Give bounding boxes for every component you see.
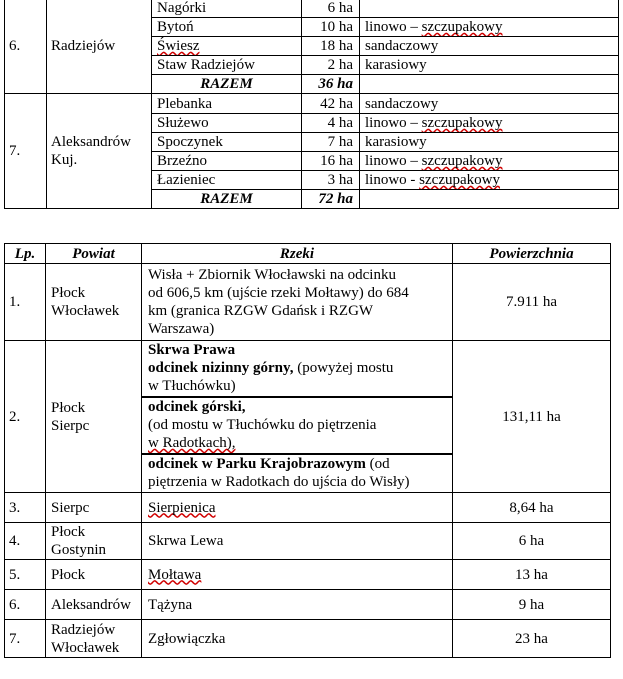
- lp-cell: 7.: [5, 620, 46, 658]
- powiat-cell: [46, 620, 142, 658]
- fishery-type: [360, 18, 619, 37]
- fishery-area: 2 ha: [302, 56, 360, 75]
- powiat-line: Płock: [51, 285, 86, 301]
- area-cell: 7.911 ha: [453, 264, 611, 341]
- powiat-line: Aleksandrów: [51, 134, 131, 150]
- fishery-name: Plebanka: [152, 94, 302, 114]
- powiat-line: Gostynin: [51, 542, 107, 558]
- river-text: Mołtawa: [148, 566, 202, 583]
- area-cell: 9 ha: [453, 590, 611, 620]
- powiat-cell: Płock: [46, 560, 142, 590]
- lp-cell: 7.: [5, 94, 47, 209]
- area-cell: 131,11 ha: [453, 341, 611, 493]
- header-row: [5, 244, 611, 264]
- river-cell: [142, 397, 453, 454]
- rivers-table: [4, 243, 611, 658]
- powiat-line: Włocławek: [51, 639, 120, 656]
- river-line: (od mostu w Tłuchówku do piętrzenia: [148, 417, 377, 433]
- type-text: linowo – szczupakowy: [365, 19, 503, 35]
- table-row: [5, 0, 619, 18]
- river-line: km (granica RZGW Gdańsk i RZGW: [148, 303, 374, 319]
- header-lp: Lp.: [5, 244, 46, 264]
- fishery-name: Nagórki: [152, 0, 302, 18]
- lp-cell: 1.: [5, 264, 46, 341]
- river-text: (od: [365, 456, 390, 473]
- fishery-area: 6 ha: [302, 0, 360, 18]
- misspelled-word: szczupakowy: [419, 172, 500, 188]
- river-cell: Zgłowiączka: [142, 620, 453, 658]
- river-bold: odcinek w Parku Krajobrazowym: [148, 456, 366, 473]
- total-value: 36 ha: [302, 75, 360, 94]
- river-line: Warszawa): [148, 321, 215, 337]
- powiat-cell: Radziejów: [47, 0, 152, 94]
- powiat-cell: [46, 264, 142, 341]
- table-row: [5, 493, 611, 523]
- river-line: [148, 455, 447, 473]
- lp-cell: 2.: [5, 341, 46, 493]
- fishery-area: 16 ha: [302, 152, 360, 171]
- misspelled-word: szczupakowy: [421, 115, 503, 131]
- river-line: w Tłuchówku): [148, 378, 236, 395]
- fishery-area: 3 ha: [302, 171, 360, 190]
- misspelled-word: szczupakowy: [421, 19, 503, 35]
- lp-cell: 4.: [5, 523, 46, 560]
- powiat-cell: [46, 341, 142, 493]
- powiat-line: Płock: [51, 399, 86, 416]
- fishery-area: 42 ha: [302, 94, 360, 114]
- lp-cell: 6.: [5, 590, 46, 620]
- powiat-line: Płock: [51, 524, 86, 540]
- table-row: [5, 620, 611, 658]
- table-row: [5, 560, 611, 590]
- total-label: RAZEM: [152, 75, 302, 94]
- table-row: [5, 264, 611, 341]
- table-row: [5, 523, 611, 560]
- fishery-type: linowo - szczupakowy: [360, 171, 619, 190]
- river-line: od 606,5 km (ujście rzeki Mołtawy) do 684: [148, 285, 409, 301]
- area-cell: 13 ha: [453, 560, 611, 590]
- fishery-type: sandaczowy: [360, 37, 619, 56]
- header-rzeki: Rzeki: [142, 244, 453, 264]
- lp-cell: 5.: [5, 560, 46, 590]
- fishery-name: Służewo: [152, 114, 302, 133]
- river-text: w Radotkach),: [148, 435, 236, 451]
- fishery-table: [4, 0, 619, 209]
- powiat-cell: Sierpc: [46, 493, 142, 523]
- fishery-type: [360, 0, 619, 18]
- area-cell: 23 ha: [453, 620, 611, 658]
- fishery-name: Brzeźno: [152, 152, 302, 171]
- fishery-area: 10 ha: [302, 18, 360, 37]
- powiat-cell: [47, 94, 152, 209]
- total-label: RAZEM: [152, 190, 302, 209]
- header-powiat: Powiat: [46, 244, 142, 264]
- river-text: (powyżej mostu: [293, 360, 394, 377]
- powiat-line: Radziejów: [51, 621, 116, 638]
- river-bold: odcinek górski,: [148, 399, 246, 415]
- river-line: Wisła + Zbiornik Włocławski na odcinku: [148, 267, 396, 283]
- header-powierzchnia: Powierzchnia: [453, 244, 611, 264]
- fishery-name: [152, 37, 302, 56]
- fishery-type: karasiowy: [360, 133, 619, 152]
- table-row: [5, 590, 611, 620]
- name-text: Świesz: [157, 38, 200, 54]
- fishery-name: Łazieniec: [152, 171, 302, 190]
- lp-cell: 6.: [5, 0, 47, 94]
- empty-cell: [360, 190, 619, 209]
- empty-cell: [360, 75, 619, 94]
- powiat-cell: Aleksandrów: [46, 590, 142, 620]
- total-value: 72 ha: [302, 190, 360, 209]
- river-cell: [142, 341, 453, 397]
- river-cell: Tążyna: [142, 590, 453, 620]
- fishery-type: sandaczowy: [360, 94, 619, 114]
- river-cell: [142, 454, 453, 493]
- river-line: [148, 434, 447, 452]
- misspelled-word: szczupakowy: [421, 153, 503, 169]
- fishery-type: linowo – szczupakowy: [360, 152, 619, 171]
- fishery-area: 7 ha: [302, 133, 360, 152]
- area-cell: 8,64 ha: [453, 493, 611, 523]
- river-cell: [142, 264, 453, 341]
- fishery-type: linowo – szczupakowy: [360, 114, 619, 133]
- fishery-area: 18 ha: [302, 37, 360, 56]
- fishery-name: Staw Radziejów: [152, 56, 302, 75]
- river-line: [148, 359, 447, 377]
- powiat-line: Kuj.: [51, 152, 78, 168]
- river-cell: [142, 560, 453, 590]
- table-row: [5, 94, 619, 114]
- river-text: Sierpienica: [148, 499, 216, 516]
- powiat-line: Włocławek: [51, 303, 120, 319]
- river-line: piętrzenia w Radotkach do ujścia do Wisły): [148, 474, 410, 491]
- lp-cell: 3.: [5, 493, 46, 523]
- fishery-type: karasiowy: [360, 56, 619, 75]
- area-cell: 6 ha: [453, 523, 611, 560]
- river-cell: Skrwa Lewa: [142, 523, 453, 560]
- fishery-name: Spoczynek: [152, 133, 302, 152]
- fishery-area: 4 ha: [302, 114, 360, 133]
- river-bold: odcinek nizinny górny,: [148, 360, 294, 377]
- table-row: [5, 341, 611, 397]
- fishery-name: Bytoń: [152, 18, 302, 37]
- powiat-line: Sierpc: [51, 417, 90, 434]
- river-title: Skrwa Prawa: [148, 342, 236, 359]
- river-cell: [142, 493, 453, 523]
- powiat-cell: [46, 523, 142, 560]
